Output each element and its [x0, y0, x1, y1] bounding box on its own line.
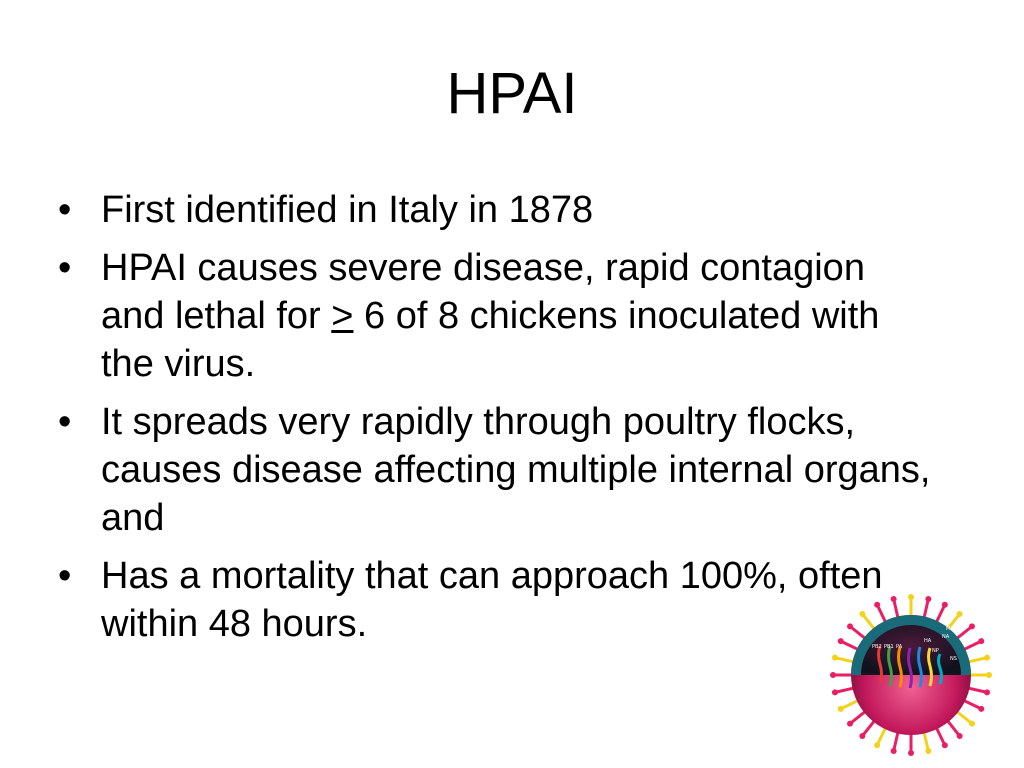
bullet-item	[58, 552, 938, 648]
spike-tip	[908, 594, 914, 600]
spike-tip	[969, 623, 975, 629]
spike-tip	[978, 706, 984, 712]
ha-spike	[862, 720, 874, 736]
bullet-icon: •	[58, 247, 72, 289]
na-spike	[835, 658, 854, 662]
bullet-item	[58, 398, 938, 542]
spike-tip	[874, 602, 880, 608]
spike-tip	[832, 689, 838, 695]
label-pb1: PB1	[884, 644, 894, 650]
label-m: M	[946, 626, 951, 632]
spike-tip	[891, 596, 897, 602]
slide-title: HPAI	[446, 61, 578, 126]
spike-tip	[847, 721, 853, 727]
ha-spike	[947, 720, 959, 736]
spike-tip	[925, 748, 931, 754]
bullet-text: HPAI causes severe disease, rapid contagion and lethal for	[101, 247, 865, 337]
label-ns: NS	[950, 656, 957, 662]
spike-tip	[957, 611, 963, 617]
ha-spike	[924, 599, 928, 618]
spike-tip	[859, 611, 865, 617]
spike-tip	[838, 706, 844, 712]
spike-tip	[891, 748, 897, 754]
spike-tip	[984, 689, 990, 695]
bullet-text: Has a mortality that can approach 100%, often within 48 hours.	[101, 555, 883, 645]
bullet-icon: •	[58, 189, 72, 231]
bullet-item	[58, 244, 938, 388]
spike-tip	[832, 655, 838, 661]
label-pa: PA	[896, 644, 903, 650]
label-np: NP	[932, 648, 939, 654]
bullet-list	[58, 186, 938, 658]
bullet-text-continued: 6 of 8 chickens inoculated with the virus.	[101, 295, 880, 385]
spike-tip	[847, 623, 853, 629]
bullet-icon: •	[58, 555, 72, 597]
na-spike	[956, 711, 972, 723]
spike-tip	[986, 672, 992, 678]
ha-spike	[894, 732, 898, 751]
spike-tip	[978, 638, 984, 644]
label-pb2: PB2	[872, 644, 882, 650]
spike-tip	[908, 750, 914, 756]
na-spike	[924, 732, 928, 751]
label-na: NA	[942, 634, 950, 640]
greater-than-symbol: >	[331, 295, 354, 337]
spike-tip	[984, 655, 990, 661]
spike-tip	[859, 733, 865, 739]
bullet-icon: •	[58, 401, 72, 443]
ha-spike	[835, 688, 854, 692]
label-ha: HA	[924, 638, 932, 644]
spike-tip	[874, 742, 880, 748]
spike-tip	[969, 721, 975, 727]
bullet-item	[58, 186, 938, 234]
ha-spike	[850, 626, 866, 638]
spike-tip	[957, 733, 963, 739]
na-spike	[862, 614, 874, 630]
ha-spike	[968, 688, 987, 692]
bullet-text: First identified in Italy in 1878	[101, 189, 594, 231]
na-spike	[968, 658, 987, 662]
bullet-text: It spreads very rapidly through poultry flocks, causes disease affecting multiple internal organs, and	[101, 401, 931, 539]
influenza-virus-illustration	[828, 592, 994, 758]
spike-tip	[838, 638, 844, 644]
spike-tip	[925, 596, 931, 602]
ha-spike	[894, 599, 898, 618]
spike-tip	[830, 672, 836, 678]
ha-spike	[956, 626, 972, 638]
ha-spike	[850, 711, 866, 723]
spike-tip	[942, 602, 948, 608]
spike-tip	[942, 742, 948, 748]
